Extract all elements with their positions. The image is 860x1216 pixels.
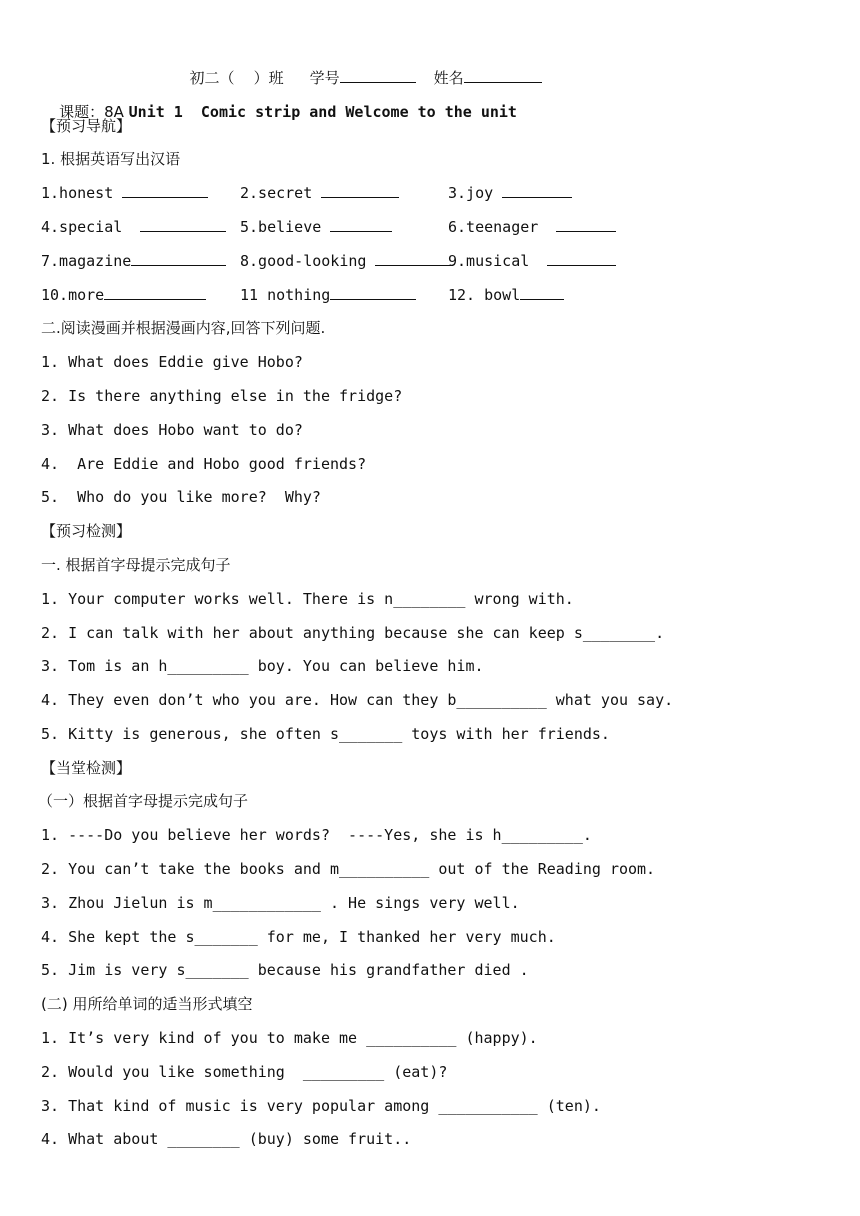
part2-title: (二) 用所给单词的适当形式填空 [41, 995, 253, 1013]
topic-title: Unit 1 Comic strip and Welcome to the unit [128, 103, 517, 121]
vocab-blank-7[interactable] [131, 251, 226, 266]
vocab-blank-4[interactable] [140, 217, 226, 232]
vocab-blank-9[interactable] [547, 251, 616, 266]
part2-item-1: 1. It’s very kind of you to make me __________ (happy). [41, 1029, 538, 1047]
vocab-item-10: 10.more [41, 285, 206, 305]
vocab-blank-6[interactable] [556, 217, 616, 232]
vocab-item-9: 9.musical [448, 251, 616, 271]
topic-prefix: 课题：8A [59, 103, 129, 121]
vocab-item-3: 3.joy [448, 183, 572, 203]
vocab-blank-10[interactable] [104, 285, 206, 300]
check-item-4: 4. They even don’t who you are. How can they b__________ what you say. [41, 691, 674, 709]
question-4: 4. Are Eddie and Hobo good friends? [41, 455, 367, 473]
vocab-item-8: 8.good-looking [240, 251, 453, 271]
check-item-1: 1. Your computer works well. There is n________ wrong with. [41, 590, 574, 608]
question-3: 3. What does Hobo want to do? [41, 421, 303, 439]
question-5: 5. Who do you like more? Why? [41, 488, 321, 506]
vocab-blank-3[interactable] [502, 183, 572, 198]
check-item-5: 5. Kitty is generous, she often s_______ toys with her friends. [41, 725, 610, 743]
part2-item-2: 2. Would you like something _________ (eat)? [41, 1063, 448, 1081]
part1-item-3: 3. Zhou Jielun is m____________ . He sings very well. [41, 894, 520, 912]
check-heading: 【预习检测】 [41, 522, 132, 540]
question-1: 1. What does Eddie give Hobo? [41, 353, 303, 371]
part2-item-4: 4. What about ________ (buy) some fruit.. [41, 1130, 412, 1148]
vocab-blank-11[interactable] [330, 285, 416, 300]
question-2: 2. Is there anything else in the fridge? [41, 387, 403, 405]
part2-item-3: 3. That kind of music is very popular among ___________ (ten). [41, 1097, 601, 1115]
vocab-item-2: 2.secret [240, 183, 399, 203]
part1-item-1: 1. ----Do you believe her words? ----Yes, she is h_________. [41, 826, 592, 844]
vocab-item-12: 12. bowl [448, 285, 564, 305]
vocab-item-11: 11 nothing [240, 285, 416, 305]
vocab-item-4: 4.special [41, 217, 226, 237]
vocab-blank-5[interactable] [330, 217, 392, 232]
vocab-item-7: 7.magazine [41, 251, 226, 271]
vocab-blank-12[interactable] [520, 285, 564, 300]
name-field[interactable] [464, 68, 542, 83]
student-no-field[interactable] [340, 68, 416, 83]
check-item-2: 2. I can talk with her about anything because she can keep s________. [41, 624, 665, 642]
vocab-item-6: 6.teenager [448, 217, 616, 237]
name-label: 姓名 [433, 69, 464, 87]
vocab-item-5: 5.believe [240, 217, 392, 237]
class-test-heading: 【当堂检测】 [41, 759, 132, 777]
preview-heading: 【预习导航】 [41, 117, 132, 135]
part1-title: （一）根据首字母提示完成句子 [38, 792, 249, 810]
class-label: 初二（ ）班 [189, 69, 284, 87]
vocab-blank-1[interactable] [122, 183, 208, 198]
student-no-label: 学号 [309, 69, 340, 87]
part1-item-5: 5. Jim is very s_______ because his grandfather died . [41, 961, 529, 979]
part1-item-2: 2. You can’t take the books and m__________ out of the Reading room. [41, 860, 656, 878]
task2-title: 二.阅读漫画并根据漫画内容,回答下列问题. [41, 319, 326, 337]
task1-title: 1. 根据英语写出汉语 [41, 150, 181, 168]
part1-item-4: 4. She kept the s_______ for me, I thanked her very much. [41, 928, 556, 946]
check-subheading: 一. 根据首字母提示完成句子 [41, 556, 231, 574]
check-item-3: 3. Tom is an h_________ boy. You can believe him. [41, 657, 484, 675]
vocab-blank-2[interactable] [321, 183, 399, 198]
vocab-blank-8[interactable] [375, 251, 453, 266]
vocab-item-1: 1.honest [41, 183, 208, 203]
